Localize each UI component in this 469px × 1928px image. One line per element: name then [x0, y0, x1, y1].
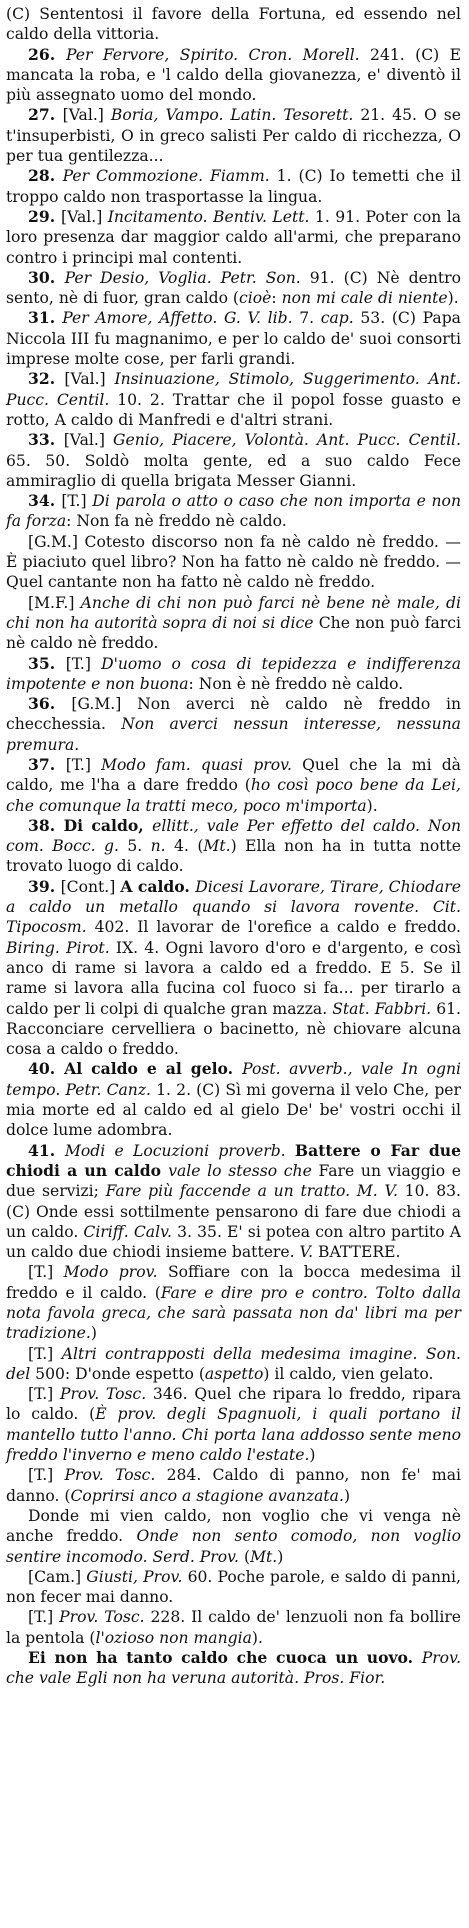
entry-heading: 31. — [28, 308, 63, 328]
dictionary-entry — [6, 1059, 461, 1140]
dictionary-entry — [6, 369, 461, 430]
dictionary-entry — [6, 593, 461, 654]
dictionary-entry — [6, 1607, 461, 1648]
entry-italic-text: Di parola o atto o caso che non importa e non fa forza — [6, 492, 461, 531]
entry-text: 60. Poche parole, e saldo di panni, non fecer mai danno. — [6, 1567, 461, 1607]
entry-text: ) Ella non ha in tutta notte trovato luogo di caldo. — [6, 837, 461, 876]
entry-text: ) — [309, 1446, 316, 1465]
entry-text: [Val.] — [62, 106, 111, 125]
entry-italic-text: ho così poco bene da Lei, che comunque la tratti meco, poco m'importa — [6, 776, 461, 815]
entry-italic-text: Per Desio, Voglia. Petr. Son. — [64, 268, 310, 287]
entry-italic-text: Modi e Locuzioni proverb. — [64, 1141, 295, 1160]
entry-text: [Cont.] — [60, 877, 121, 896]
entry-heading: 37. — [28, 754, 66, 774]
entry-heading: 35. — [28, 653, 66, 673]
entry-heading: 41. — [28, 1140, 65, 1160]
entry-heading: 32. — [28, 369, 65, 389]
entry-text: [T.] — [28, 1263, 64, 1282]
entry-italic-text: D'uomo o cosa di tepidezza e indifferenza impotente e non buona — [6, 654, 462, 693]
entry-italic-text: Boria, Vampo. Latin. Tesorett. — [110, 106, 361, 125]
entry-text: : Non è nè freddo nè caldo. — [188, 674, 404, 693]
entry-text: ) — [343, 1486, 351, 1505]
entry-text: 5. — [127, 837, 151, 856]
entry-text: 10. 2. Trattar che il popol fosse guasto e rotto, A caldo di Manfredi e d'altri strani. — [6, 390, 461, 429]
entry-heading: Di caldo, — [63, 815, 153, 835]
dictionary-entry — [6, 166, 461, 207]
entry-heading: 34. — [28, 491, 62, 511]
entry-heading: 36. — [28, 694, 72, 714]
dictionary-entry — [6, 1344, 461, 1385]
entry-text: [T.] — [61, 492, 93, 511]
entry-heading: 33. — [28, 430, 64, 450]
entry-text: ) — [90, 1324, 97, 1343]
entry-heading: 26. — [28, 44, 66, 64]
entry-text: 1. 2. (C) Sì mi governa il velo Che, per mia morte ed al caldo ed al gielo De' be' vostri occhi il dolce lume adombra. — [6, 1080, 461, 1140]
dictionary-entry — [6, 491, 461, 532]
entry-text: [T.] — [28, 1608, 60, 1627]
entry-italic-text: Dicesi Lavorare, Tirare, Chiodare a caldo un metallo quando si lavora rovente. Cit. Tipocosm. — [6, 877, 461, 937]
entry-italic-text: ellitt., vale Per effetto del caldo. Non com. Bocc. g. — [6, 816, 462, 856]
entry-heading: Ei non ha tanto caldo che cuoca un uovo. — [28, 1648, 422, 1668]
entry-text: ) il caldo, vien gelato. — [263, 1364, 434, 1383]
entry-italic-text: Incitamento. Bentiv. Lett. — [107, 207, 315, 226]
entry-italic-text: cap. — [320, 309, 361, 328]
entry-text: 65. 50. Soldò molta gente, ed a suo caldo Fece ammiraglio di quella brigata Messer Gianni. — [6, 451, 461, 490]
entry-heading: A caldo. — [120, 876, 196, 896]
dictionary-entry — [6, 877, 461, 1060]
entry-italic-text: aspetto — [204, 1364, 264, 1383]
entry-text: : — [271, 289, 282, 308]
entry-text: 241. (C) E mancata la roba, e 'l caldo della giovanezza, e' diventò il più assegnato uomo del mondo. — [6, 45, 461, 105]
dictionary-entry — [6, 1648, 461, 1689]
dictionary-entry — [6, 105, 461, 166]
entry-italic-text: l'ozioso non mangia — [95, 1628, 252, 1647]
entry-italic-text: Genio, Piacere, Volontà. Ant. Pucc. Centil. — [113, 431, 462, 450]
entry-italic-text: Onde non sento comodo, non voglio sentire incomodo. Serd. Prov. — [6, 1527, 461, 1566]
entry-text: [T.] — [28, 1385, 60, 1404]
entry-text: : Non fa nè freddo nè caldo. — [66, 512, 287, 531]
entry-italic-text: Altri contrapposti della medesima imagine. Son. del — [6, 1344, 461, 1383]
entry-text: 91. (C) Nè dentro sento, nè di fuor, gran caldo ( — [6, 268, 462, 308]
entry-text: [M.F.] — [28, 593, 81, 612]
entry-italic-text: Mt. — [250, 1547, 278, 1566]
entry-heading: 30. — [28, 267, 65, 287]
entry-text: [T.] — [28, 1466, 65, 1485]
entry-text: 10. 83. (C) Onde essi sottilmente pensarono di fare due chiodi a un caldo. — [6, 1182, 461, 1241]
entry-text: IX. 4. Ogni lavoro d'oro e d'argento, e così anco di rame si lavora a caldo ed a freddo. E 5. Se il rame si lavora alla fucina col fuoco si fa... per tirarlo a caldo per li colpi di qualche gran mazza. — [6, 938, 461, 1018]
dictionary-entry — [6, 430, 461, 491]
dictionary-entry — [6, 45, 461, 106]
entry-heading: 28. — [28, 166, 63, 186]
entry-text: 53. (C) Papa Niccola III fu magnanimo, e per lo caldo de' suoi consorti imprese molte cose, per farli grandi. — [6, 309, 461, 369]
entry-italic-text: Stat. Fabbri. — [332, 999, 437, 1018]
dictionary-entry — [6, 1506, 461, 1567]
entry-text: 1. (C) Io temetti che il troppo caldo non trasportasse la lingua. — [6, 167, 461, 206]
entry-heading: 39. — [28, 876, 61, 896]
entry-italic-text: Per Commozione. Fiamm. — [62, 167, 277, 186]
dictionary-entry — [6, 4, 461, 45]
entry-italic-text: Post. avverb., vale In ogni tempo. Petr. Canz. — [6, 1060, 461, 1099]
entry-text: 1. 91. Poter con la loro presenza dar maggior caldo all'armi, che preparano contro i principi mal contenti. — [6, 207, 462, 267]
entry-text: 61. Racconciare cervelliera o bacinetto, nè chiovare alcuna cosa a caldo o freddo. — [6, 999, 461, 1059]
entry-text: [T.] — [65, 654, 102, 673]
entry-text: Fare un viaggio e due servizi; — [6, 1161, 461, 1201]
dictionary-entry — [6, 816, 461, 877]
entry-text: Che non può farci nè caldo nè freddo. — [6, 613, 461, 653]
entry-italic-text: Per Fervore, Spirito. Cron. Morell. — [65, 45, 371, 64]
entry-text: [Cam.] — [28, 1567, 87, 1586]
dictionary-entry — [6, 1262, 461, 1343]
entry-italic-text: Non averci nessun interesse, nessuna premura. — [6, 715, 461, 754]
entry-italic-text: È prov. degli Spagnuoli, i quali portano il mantello tutto l'anno. Chi porta lana addosso sente meno freddo l'inverno e meno caldo l'estate. — [6, 1405, 461, 1465]
entry-text: [T.] — [28, 1344, 62, 1363]
entry-text: ) — [277, 1547, 284, 1566]
entry-text: [Val.] — [64, 370, 115, 389]
entry-text: BATTERE. — [318, 1243, 401, 1262]
entry-italic-text: Anche di chi non può farci nè bene nè male, di chi non ha autorità sopra di noi si dice — [6, 593, 461, 632]
entry-text: [T.] — [65, 755, 102, 774]
entry-text: [Val.] — [61, 207, 108, 226]
entry-heading: Al caldo e al gelo. — [64, 1059, 243, 1079]
entry-text: 228. Il caldo de' lenzuoli non fa bollire la pentola ( — [6, 1608, 462, 1647]
entry-text: Soffiare con la bocca medesima il freddo e il caldo. ( — [6, 1263, 461, 1302]
entry-text: ). — [251, 1628, 263, 1647]
entry-italic-text: Insinuazione, Stimolo, Suggerimento. Ant. Pucc. Centil. — [6, 370, 461, 409]
dictionary-entry — [6, 1141, 461, 1263]
entry-italic-text: Fare più faccende a un tratto. M. V. — [105, 1182, 405, 1201]
entry-italic-text: Per Amore, Affetto. G. V. lib. — [62, 309, 300, 328]
entry-italic-text: Fare e dire pro e contro. Tolto dalla nota favola greca, che sarà passata non da' libri ma per tradizione. — [6, 1283, 461, 1343]
entry-text: 7. — [299, 309, 321, 328]
entry-text: [Val.] — [63, 431, 114, 450]
dictionary-entry — [6, 532, 461, 593]
dictionary-entry — [6, 1567, 461, 1608]
entry-text: 284. Caldo di panno, non fe' mai danno. ( — [6, 1466, 461, 1505]
entry-text: [G.M.] Cotesto discorso non fa nè caldo nè freddo. — È piaciuto quel libro? Non ha fatto nè caldo nè freddo. — Quel cantante non ha fatto nè caldo nè freddo. — [6, 532, 461, 592]
dictionary-entry — [6, 1384, 461, 1465]
entry-text: 500: D'onde espetto ( — [35, 1364, 205, 1383]
entry-heading: 27. — [28, 105, 63, 125]
entry-italic-text: Prov. che vale Egli non ha veruna autorità. Pros. Fior. — [6, 1649, 461, 1688]
dictionary-entry — [6, 654, 461, 695]
entry-italic-text: Prov. Tosc. — [64, 1466, 167, 1485]
entry-text: ). — [447, 289, 459, 308]
entry-text: Donde mi vien caldo, non voglio che vi venga nè anche freddo. — [6, 1506, 461, 1546]
entry-italic-text: non mi cale di niente — [281, 289, 448, 308]
entry-italic-text: n. — [150, 837, 175, 856]
dictionary-entry — [6, 755, 461, 816]
entry-text: 21. 45. O se t'insuperbisti, O in greco salisti Per caldo di ricchezza, O per tua gentilezza... — [6, 106, 461, 166]
entry-text: ( — [239, 1547, 251, 1566]
entry-text: 3. 35. E' si potea con altro partito A un caldo due chiodi insieme battere. — [6, 1222, 461, 1262]
entry-text: Quel che la mi dà caldo, me l'ha a dare freddo ( — [6, 755, 461, 795]
entry-heading: 38. — [28, 815, 64, 835]
entry-italic-text: V. — [299, 1243, 318, 1262]
dictionary-entry — [6, 1465, 461, 1506]
entry-italic-text: Ciriff. Calv. — [83, 1222, 178, 1241]
entry-text: 402. Il lavorar de l'orefice a caldo e freddo. — [94, 918, 461, 937]
entry-text: [G.M.] Non averci nè caldo nè freddo in checchessia. — [6, 695, 462, 734]
entry-text: 346. Quel che ripara lo freddo, ripara lo caldo. ( — [6, 1385, 462, 1424]
dictionary-entry — [6, 694, 461, 755]
entry-text: ). — [366, 796, 378, 815]
entry-heading: 40. — [28, 1059, 65, 1079]
entry-text: 4. ( — [174, 837, 204, 856]
entry-italic-text: Biring. Pirot. — [6, 938, 116, 957]
entry-italic-text: Coprirsi anco a stagione avanzata. — [70, 1486, 344, 1505]
dictionary-entry — [6, 308, 461, 369]
entry-italic-text: Giusti, Prov. — [86, 1567, 188, 1586]
entry-italic-text: Mt. — [203, 837, 231, 856]
dictionary-entry — [6, 207, 461, 268]
entry-italic-text: Prov. Tosc. — [59, 1385, 153, 1404]
entry-heading: 29. — [28, 206, 62, 226]
entry-italic-text: vale lo stesso che — [168, 1161, 312, 1180]
entry-text: (C) Sententosi il favore della Fortuna, ed essendo nel caldo della vittoria. — [6, 5, 461, 44]
dictionary-entry — [6, 268, 461, 309]
entry-italic-text: Prov. Tosc. — [59, 1608, 151, 1627]
entry-italic-text: Modo prov. — [63, 1263, 158, 1282]
entry-heading: Battere o Far due chiodi a un caldo — [6, 1140, 462, 1180]
entry-italic-text: cioè — [239, 289, 272, 308]
entry-italic-text: Modo fam. quasi prov. — [101, 755, 293, 774]
